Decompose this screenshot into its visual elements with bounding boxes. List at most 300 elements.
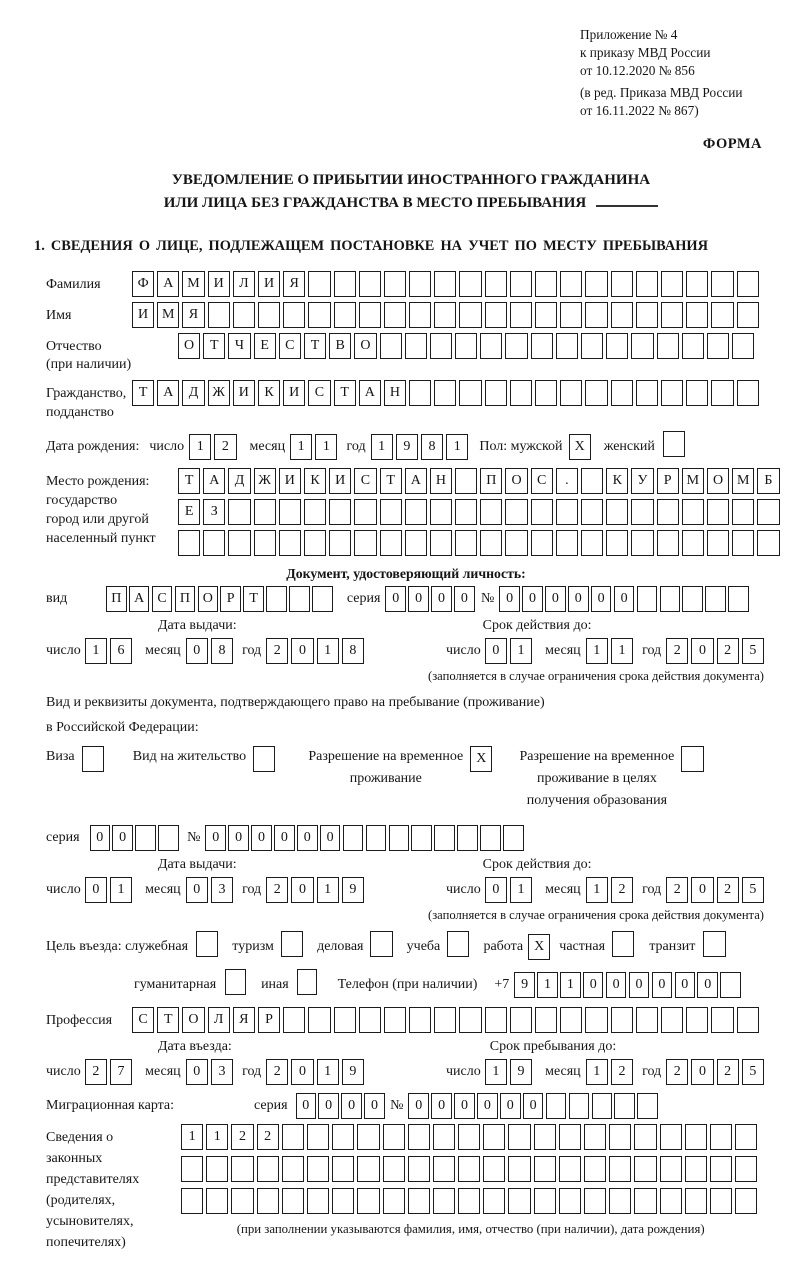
patronymic-label: Отчество (при наличии): [46, 338, 132, 373]
char-cell: 1: [560, 972, 581, 998]
char-cell: [581, 468, 603, 494]
char-cell: [308, 1007, 330, 1033]
char-cell: [711, 302, 733, 328]
char-cell: [660, 1156, 682, 1182]
migration-series-boxes: [296, 1093, 388, 1119]
char-cell: 0: [606, 972, 627, 998]
char-cell: [686, 380, 708, 406]
char-cell: [560, 1007, 582, 1033]
patronymic-row: [46, 333, 796, 376]
doc-dates-row: [46, 638, 796, 664]
section1-heading: 1. СВЕДЕНИЯ О ЛИЦЕ, ПОДЛЕЖАЩЕМ ПОСТАНОВКЕ НА УЧЕТ ПО МЕСТУ ПРЕБЫВАНИЯ: [34, 237, 708, 254]
edition-date-line: от 16.11.2022 № 867): [580, 103, 699, 119]
char-cell: 8: [342, 638, 364, 664]
char-cell: [308, 271, 330, 297]
char-cell: [389, 825, 410, 851]
char-cell: [258, 302, 280, 328]
order-line: к приказу МВД России: [580, 44, 711, 60]
char-cell: [585, 302, 607, 328]
char-cell: М: [182, 271, 204, 297]
char-cell: И: [283, 380, 305, 406]
char-cell: [534, 1188, 556, 1214]
char-cell: [254, 499, 276, 525]
char-cell: [657, 499, 679, 525]
char-cell: 0: [485, 877, 507, 903]
checkbox-cell: [225, 969, 246, 995]
representatives-line3: [181, 1188, 760, 1214]
char-cell: [304, 499, 326, 525]
form-title-line1: УВЕДОМЛЕНИЕ О ПРИБЫТИИ ИНОСТРАННОГО ГРАЖДАНИНА: [171, 172, 651, 189]
char-cell: С: [308, 380, 330, 406]
checkbox-cell: [370, 931, 392, 957]
stay-until-date: число 1 9 месяц 1 2 год 2 0 2 5: [446, 1059, 767, 1085]
char-cell: 1: [510, 638, 532, 664]
char-cell: [459, 302, 481, 328]
char-cell: [480, 825, 501, 851]
char-cell: 2: [257, 1124, 279, 1150]
char-cell: 0: [583, 972, 604, 998]
char-cell: [535, 302, 557, 328]
char-cell: [560, 271, 582, 297]
char-cell: [505, 499, 527, 525]
char-cell: 0: [385, 586, 406, 612]
char-cell: 3: [211, 1059, 233, 1085]
char-cell: [231, 1156, 253, 1182]
char-cell: 6: [110, 638, 132, 664]
char-cell: [359, 271, 381, 297]
char-cell: 1: [446, 434, 468, 460]
char-cell: 5: [742, 638, 764, 664]
order-date-line: от 10.12.2020 № 856: [580, 62, 695, 78]
char-cell: Т: [178, 468, 200, 494]
char-cell: [609, 1188, 631, 1214]
char-cell: 9: [396, 434, 418, 460]
char-cell: К: [258, 380, 280, 406]
birth-place-line1: [178, 468, 783, 494]
char-cell: [483, 1124, 505, 1150]
birth-place-label: Место рождения: государство город или другой населенный пункт: [46, 474, 156, 546]
representatives-line1: [181, 1124, 760, 1150]
char-cell: [279, 499, 301, 525]
birth-place-line2: [178, 499, 783, 525]
char-cell: 3: [211, 877, 233, 903]
edition-line: (в ред. Приказа МВД России: [580, 85, 743, 101]
char-cell: [206, 1156, 228, 1182]
char-cell: [178, 530, 200, 556]
char-cell: 0: [523, 1093, 544, 1119]
char-cell: [585, 271, 607, 297]
char-cell: [485, 380, 507, 406]
char-cell: [686, 1007, 708, 1033]
temp-residence-checkbox: [470, 746, 495, 772]
visa-checkbox: [82, 746, 107, 777]
char-cell: [534, 1156, 556, 1182]
char-cell: Е: [254, 333, 276, 359]
char-cell: 0: [500, 1093, 521, 1119]
char-cell: [257, 1188, 279, 1214]
char-cell: [636, 271, 658, 297]
char-cell: [682, 530, 704, 556]
patronymic-boxes: [178, 333, 757, 359]
char-cell: [707, 530, 729, 556]
char-cell: [206, 1188, 228, 1214]
doc-kind-row: вид П А С П О Р Т серия 0 0 0 0 № 0 0 0 0 0 0: [46, 586, 796, 612]
char-cell: [711, 1007, 733, 1033]
char-cell: Р: [220, 586, 241, 612]
char-cell: [735, 1188, 757, 1214]
form-title-line2: ИЛИ ЛИЦА БЕЗ ГРАЖДАНСТВА В МЕСТО ПРЕБЫВАНИЯ: [56, 192, 766, 215]
char-cell: [181, 1156, 203, 1182]
char-cell: [332, 1188, 354, 1214]
char-cell: [732, 530, 754, 556]
birth-date-label: Дата рождения:: [46, 438, 140, 454]
char-cell: П: [106, 586, 127, 612]
char-cell: Б: [757, 468, 779, 494]
char-cell: [434, 302, 456, 328]
char-cell: Р: [657, 468, 679, 494]
char-cell: [289, 586, 310, 612]
char-cell: 9: [510, 1059, 532, 1085]
char-cell: О: [178, 333, 200, 359]
visa-option: Виза: [46, 746, 107, 777]
char-cell: [657, 333, 679, 359]
char-cell: [637, 586, 658, 612]
citizenship-row: [46, 380, 796, 423]
gender-male-label: Пол: мужской: [479, 438, 563, 454]
char-cell: 0: [297, 825, 318, 851]
char-cell: [737, 1007, 759, 1033]
char-cell: [584, 1188, 606, 1214]
char-cell: [585, 380, 607, 406]
char-cell: [611, 380, 633, 406]
char-cell: 1: [317, 877, 339, 903]
char-cell: 2: [266, 1059, 288, 1085]
char-cell: 0: [318, 1093, 339, 1119]
char-cell: Л: [208, 1007, 230, 1033]
char-cell: [631, 530, 653, 556]
char-cell: [609, 1156, 631, 1182]
char-cell: Т: [243, 586, 264, 612]
purpose-row: Цель въезда: служебная туризм деловая учеба работа X частная транзит: [46, 931, 796, 962]
purpose-row-2: [46, 969, 796, 1000]
char-cell: [409, 302, 431, 328]
char-cell: 0: [691, 638, 713, 664]
char-cell: А: [405, 468, 427, 494]
char-cell: 0: [454, 1093, 475, 1119]
char-cell: 1: [537, 972, 558, 998]
char-cell: Р: [258, 1007, 280, 1033]
char-cell: [661, 1007, 683, 1033]
purpose-study-checkbox: [447, 931, 472, 962]
char-cell: [158, 825, 179, 851]
char-cell: [585, 1007, 607, 1033]
char-cell: [483, 1188, 505, 1214]
char-cell: Я: [233, 1007, 255, 1033]
char-cell: [559, 1188, 581, 1214]
birth-place-row: [46, 468, 796, 561]
char-cell: [732, 499, 754, 525]
char-cell: 2: [611, 877, 633, 903]
char-cell: [556, 333, 578, 359]
char-cell: 0: [291, 877, 313, 903]
char-cell: 2: [666, 1059, 688, 1085]
char-cell: 0: [90, 825, 111, 851]
checkbox-cell: [612, 931, 634, 957]
title-underline: [596, 204, 658, 207]
char-cell: Д: [182, 380, 204, 406]
char-cell: [430, 333, 452, 359]
checkbox-cell: [196, 931, 218, 957]
char-cell: [354, 530, 376, 556]
char-cell: [710, 1124, 732, 1150]
char-cell: [546, 1093, 567, 1119]
char-cell: [457, 825, 478, 851]
gender-female-label: женский: [603, 438, 655, 454]
char-cell: К: [606, 468, 628, 494]
right-doc-line2: в Российской Федерации:: [46, 720, 199, 736]
surname-row: [46, 271, 796, 297]
checkbox-cell: [703, 931, 725, 957]
purpose-official-checkbox: [196, 931, 221, 962]
char-cell: С: [279, 333, 301, 359]
char-cell: 0: [477, 1093, 498, 1119]
char-cell: [685, 1156, 707, 1182]
char-cell: [510, 1007, 532, 1033]
char-cell: 9: [342, 877, 364, 903]
char-cell: 0: [431, 586, 452, 612]
char-cell: [508, 1156, 530, 1182]
char-cell: [636, 302, 658, 328]
char-cell: 5: [742, 1059, 764, 1085]
legal-reference: [580, 26, 796, 120]
char-cell: [485, 271, 507, 297]
char-cell: [531, 333, 553, 359]
char-cell: [611, 271, 633, 297]
char-cell: [480, 333, 502, 359]
char-cell: 9: [342, 1059, 364, 1085]
purpose-work-checkbox: [528, 934, 553, 960]
char-cell: 2: [214, 434, 236, 460]
char-cell: И: [233, 380, 255, 406]
char-cell: 1: [510, 877, 532, 903]
char-cell: 2: [85, 1059, 107, 1085]
char-cell: [636, 380, 658, 406]
char-cell: 1: [317, 1059, 339, 1085]
char-cell: П: [175, 586, 196, 612]
char-cell: 0: [545, 586, 566, 612]
char-cell: 0: [186, 1059, 208, 1085]
char-cell: [409, 1007, 431, 1033]
char-cell: [711, 271, 733, 297]
char-cell: [581, 333, 603, 359]
surname-label: Фамилия: [46, 276, 101, 292]
char-cell: [707, 333, 729, 359]
char-cell: 1: [611, 638, 633, 664]
char-cell: 0: [186, 638, 208, 664]
char-cell: А: [359, 380, 381, 406]
char-cell: [228, 499, 250, 525]
char-cell: 0: [274, 825, 295, 851]
char-cell: М: [682, 468, 704, 494]
char-cell: [433, 1156, 455, 1182]
char-cell: [329, 530, 351, 556]
checkbox-cell: [253, 746, 275, 772]
char-cell: О: [354, 333, 376, 359]
char-cell: [657, 530, 679, 556]
char-cell: [307, 1188, 329, 1214]
char-cell: 0: [697, 972, 718, 998]
char-cell: Л: [233, 271, 255, 297]
char-cell: [510, 271, 532, 297]
char-cell: [737, 302, 759, 328]
representatives-label: Сведения о законных представителях (родителях, усыновителях, попечителях): [46, 1130, 140, 1251]
char-cell: [308, 302, 330, 328]
char-cell: У: [631, 468, 653, 494]
char-cell: [357, 1156, 379, 1182]
char-cell: Н: [384, 380, 406, 406]
char-cell: [411, 825, 432, 851]
char-cell: 1: [586, 877, 608, 903]
char-cell: С: [354, 468, 376, 494]
char-cell: А: [157, 271, 179, 297]
purpose-humanitarian-checkbox: [225, 969, 248, 1000]
char-cell: А: [203, 468, 225, 494]
identity-doc-heading: Документ, удостоверяющий личность:: [286, 566, 526, 582]
char-cell: [505, 530, 527, 556]
char-cell: [279, 530, 301, 556]
char-cell: Т: [132, 380, 154, 406]
char-cell: И: [329, 468, 351, 494]
representatives-block: [46, 1124, 796, 1253]
char-cell: 1: [586, 638, 608, 664]
char-cell: 0: [485, 638, 507, 664]
entry-dates-row: [46, 1059, 796, 1085]
char-cell: [334, 1007, 356, 1033]
migration-card-label: Миграционная карта:: [46, 1098, 175, 1114]
char-cell: [458, 1124, 480, 1150]
char-cell: Ж: [208, 380, 230, 406]
temp-residence-edu-option: Разрешение на временное проживание в целях получения образования: [519, 746, 706, 811]
char-cell: [560, 302, 582, 328]
purpose-private-checkbox: [612, 931, 637, 962]
validity-note: (заполняется в случае ограничения срока действия документа): [428, 669, 764, 684]
char-cell: 0: [320, 825, 341, 851]
char-cell: [637, 1093, 658, 1119]
char-cell: [510, 302, 532, 328]
char-cell: 1: [371, 434, 393, 460]
char-cell: [334, 271, 356, 297]
char-cell: 0: [364, 1093, 385, 1119]
char-cell: И: [208, 271, 230, 297]
char-cell: Я: [182, 302, 204, 328]
gender-male-checkbox: [569, 434, 594, 460]
birth-date-row: Дата рождения: число 1 2 месяц 1 1 год 1 9 8 1 Пол: мужской X женский: [46, 431, 796, 462]
char-cell: [408, 1124, 430, 1150]
char-cell: 1: [290, 434, 312, 460]
checkbox-cell: [447, 931, 469, 957]
form-title: [56, 169, 766, 216]
char-cell: 2: [611, 1059, 633, 1085]
phone-prefix: +7: [494, 976, 510, 992]
char-cell: [405, 499, 427, 525]
name-row: [46, 302, 796, 328]
char-cell: [405, 333, 427, 359]
char-cell: [282, 1156, 304, 1182]
char-cell: 1: [586, 1059, 608, 1085]
char-cell: [384, 302, 406, 328]
char-cell: [661, 302, 683, 328]
char-cell: М: [157, 302, 179, 328]
char-cell: [135, 825, 156, 851]
temp-residence-edu-checkbox: [681, 746, 706, 777]
char-cell: 1: [485, 1059, 507, 1085]
char-cell: 0: [408, 1093, 429, 1119]
char-cell: [660, 1188, 682, 1214]
char-cell: Т: [334, 380, 356, 406]
purpose-label: Цель въезда: служебная: [46, 938, 189, 954]
char-cell: [384, 1007, 406, 1033]
char-cell: [304, 530, 326, 556]
entry-dates-captions: Дата въезда: Срок пребывания до:: [158, 1039, 617, 1055]
char-cell: 0: [341, 1093, 362, 1119]
char-cell: 0: [408, 586, 429, 612]
char-cell: [569, 1093, 590, 1119]
char-cell: З: [203, 499, 225, 525]
representatives-line2: [181, 1156, 760, 1182]
residence-permit-option: Вид на жительство: [133, 746, 279, 777]
permit-series-row: серия 0 0 № 0 0 0 0 0 0: [46, 825, 796, 851]
char-cell: [606, 333, 628, 359]
char-cell: [383, 1124, 405, 1150]
doc-kind-label: вид: [46, 591, 68, 607]
char-cell: [559, 1124, 581, 1150]
char-cell: [380, 333, 402, 359]
char-cell: 2: [266, 877, 288, 903]
char-cell: С: [531, 468, 553, 494]
char-cell: [455, 468, 477, 494]
purpose-other-checkbox: [297, 969, 320, 1000]
char-cell: [203, 530, 225, 556]
temp-residence-option: Разрешение на временное проживание X: [308, 746, 495, 789]
char-cell: [233, 302, 255, 328]
char-cell: [307, 1124, 329, 1150]
phone-boxes: [514, 972, 743, 998]
char-cell: .: [556, 468, 578, 494]
char-cell: [329, 499, 351, 525]
char-cell: [433, 1188, 455, 1214]
char-cell: [737, 271, 759, 297]
char-cell: 1: [189, 434, 211, 460]
purpose-tourism-checkbox: [281, 931, 306, 962]
char-cell: [720, 972, 741, 998]
char-cell: 2: [266, 638, 288, 664]
purpose-transit-checkbox: [703, 931, 728, 962]
char-cell: 0: [228, 825, 249, 851]
char-cell: [705, 586, 726, 612]
char-cell: [383, 1188, 405, 1214]
char-cell: [634, 1124, 656, 1150]
char-cell: [459, 1007, 481, 1033]
char-cell: Н: [430, 468, 452, 494]
char-cell: [631, 499, 653, 525]
char-cell: [556, 530, 578, 556]
char-cell: А: [129, 586, 150, 612]
birth-place-boxes: [178, 468, 783, 561]
char-cell: [434, 825, 455, 851]
residence-permit-checkbox: [253, 746, 278, 777]
char-cell: [661, 271, 683, 297]
char-cell: М: [732, 468, 754, 494]
